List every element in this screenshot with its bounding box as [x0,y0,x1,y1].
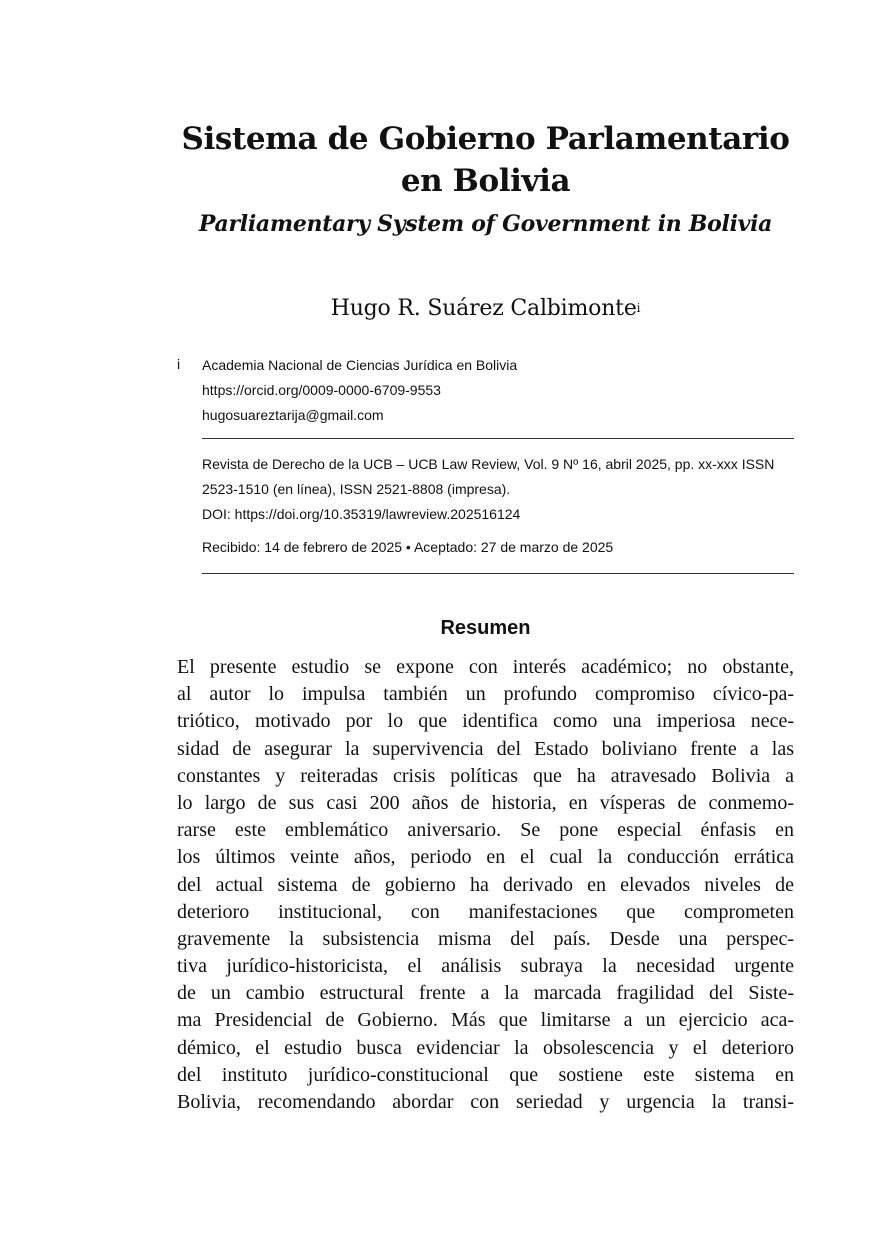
affiliation-block [202,353,794,428]
abstract-line: rarse este emblemático aniversario. Se pone especial énfasis en [177,819,794,842]
abstract-line: ma Presidencial de Gobierno. Más que limitarse a un ejercicio aca- [177,1009,794,1032]
author-name: Hugo R. Suárez Calbimonte [330,296,637,321]
publication-dates: Recibido: 14 de febrero de 2025 • Aceptado: 27 de marzo de 2025 [202,539,614,555]
abstract-line: Bolivia, recomendando abordar con seriedad y urgencia la transi- [177,1091,794,1113]
abstract-line: los últimos veinte años, periodo en el cual la conducción errática [177,846,794,869]
affiliation-email: hugosuareztarija@gmail.com [202,407,384,423]
affiliation-marker: i [177,356,181,372]
article-title-line-1: Sistema de Gobierno Parlamentario [181,121,790,157]
abstract-line: El presente estudio se expone con interés académico; no obstante, [177,656,794,678]
abstract-line: constantes y reiteradas crisis políticas que ha atravesado Bolivia a [177,764,794,787]
abstract-line: de un cambio estructural frente a la marcada fragilidad del Siste- [177,982,794,1005]
abstract-line: deterioro institucional, con manifestaciones que comprometen [177,900,794,923]
publication-doi: DOI: https://doi.org/10.35319/lawreview.202516124 [202,506,521,522]
abstract-line: gravemente la subsistencia misma del país. Desde una perspec- [177,927,794,950]
article-title-line-2: en Bolivia [400,163,571,199]
abstract-line: lo largo de sus casi 200 años de historia, en vísperas de conmemo- [177,791,794,814]
article-subtitle: Parliamentary System of Government in Bolivia [198,211,773,237]
abstract-line: del instituto jurídico-constitucional que sostiene este sistema en [177,1063,794,1086]
abstract-line: del actual sistema de gobierno ha derivado en elevados niveles de [177,873,794,896]
divider-bottom [202,573,794,574]
abstract-line: triótico, motivado por lo que identifica como una imperiosa nece- [177,710,794,733]
publication-citation-line-2: 2523-1510 (en línea), ISSN 2521-8808 (impresa). [202,481,511,497]
publication-info [202,452,794,527]
author-line [177,294,794,324]
publication-citation-line-1: Revista de Derecho de la UCB – UCB Law Review, Vol. 9 Nº 16, abril 2025, pp. xx-xxx ISSN [202,456,775,472]
abstract-heading: Resumen [440,617,531,639]
affiliation-orcid: https://orcid.org/0009-0000-6709-9553 [202,382,441,398]
abstract-line: tiva jurídico-historicista, el análisis subraya la necesidad urgente [177,955,794,978]
abstract-line: démico, el estudio busca evidenciar la obsolescencia y el deterioro [177,1036,794,1059]
divider-top [202,438,794,439]
abstract-line: al autor lo impulsa también un profundo compromiso cívico-pa- [177,683,794,706]
article-title [177,118,794,202]
affiliation-institution: Academia Nacional de Ciencias Jurídica en Bolivia [202,357,518,373]
author-footnote-marker: i [636,301,641,315]
abstract-line: sidad de asegurar la supervivencia del Estado boliviano frente a las [177,737,794,760]
abstract-body [177,654,794,1116]
